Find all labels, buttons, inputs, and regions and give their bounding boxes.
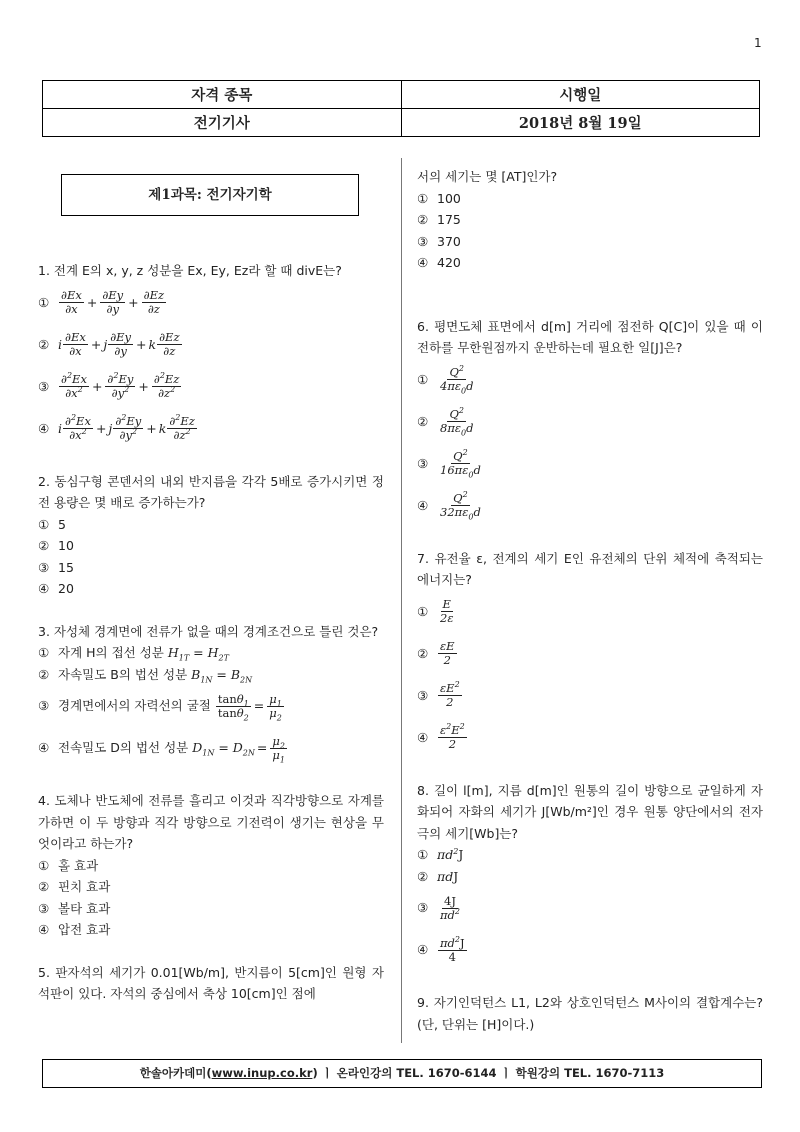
- question-6: 6. 평면도체 표면에서 d[m] 거리에 점전하 Q[C]이 있을 때 이 전하를 무한원점까지 운반하는데 필요한 일[J]은?: [417, 318, 763, 355]
- q8-option-3[interactable]: ③ $\frac{4J}{\pi d^2}$: [417, 893, 461, 922]
- q1-option-2[interactable]: ② i $\frac{\partial Ex}{\partial x}$ + j $\frac{\partial Ey}{\partial y}$ + k $\frac{\partial Ez}{\partial z}$: [38, 330, 180, 358]
- column-divider: [401, 158, 402, 1043]
- q8-option-4[interactable]: ④ $\frac{\pi d^2J}{4}$: [417, 934, 465, 964]
- page-number: 1: [754, 36, 762, 50]
- q4-option-4[interactable]: ④ 압전 효과: [38, 922, 111, 937]
- q4-option-2[interactable]: ② 핀치 효과: [38, 879, 111, 894]
- q6-option-1[interactable]: ① $\frac{Q^2}{4\pi\varepsilon_0d}$: [417, 364, 474, 396]
- q6-option-3[interactable]: ③ $\frac{Q^2}{16\pi\varepsilon_0d}$: [417, 448, 481, 480]
- q4-option-3[interactable]: ③ 볼타 효과: [38, 900, 111, 916]
- subject-title-box: 제1과목: 전기자기학: [61, 174, 359, 216]
- q3-option-4[interactable]: ④ 전속밀도 D의 법선 성분 $D_{1N} = D_{2N}$ = $\frac{\mu_2}{\mu_1}$: [38, 733, 285, 764]
- question-9: 9. 자기인덕턴스 L1, L2와 상호인덕턴스 M사이의 결합계수는? (단, 단위는 [H]이다.): [417, 995, 763, 1032]
- q8-option-1[interactable]: ① $\pi d^2J$: [417, 846, 464, 862]
- footer-contact: ) ㅣ 온라인강의 TEL. 1670-6144 ㅣ 학원강의 TEL. 1670-7113: [312, 1066, 665, 1080]
- q2-option-2[interactable]: ② 10: [38, 538, 74, 553]
- q6-option-2[interactable]: ② $\frac{Q^2}{8\pi\varepsilon_0d}$: [417, 406, 474, 438]
- right-column: [417, 166, 763, 1035]
- q8-option-2[interactable]: ② πdJ: [417, 868, 459, 884]
- exam-header-table: [42, 80, 760, 137]
- q5-option-3[interactable]: ③ 370: [417, 233, 461, 249]
- header-date-label: 시행일: [401, 81, 760, 109]
- question-1: 1. 전계 E의 x, y, z 성분을 Ex, Ey, Ez라 할 때 divE는?: [38, 263, 342, 278]
- q7-option-3[interactable]: ③ $\frac{\varepsilon E^2}{2}$: [417, 680, 460, 709]
- q3-option-3[interactable]: ③ 경계면에서의 자력선의 굴절 $\frac{\tan\theta_1}{\tan\theta_2}$ = $\frac{\mu_1}{\mu_2}$: [38, 691, 282, 722]
- q2-option-1[interactable]: ① 5: [38, 516, 66, 532]
- q7-option-1[interactable]: ① $\frac{E}{2\varepsilon}$: [417, 597, 454, 625]
- question-5: 5. 판자석의 세기가 0.01[Wb/m], 반지름이 5[cm]인 원형 자석판이 있다. 자석의 중심에서 축상 10[cm]인 점에: [38, 964, 384, 1001]
- question-4: 4. 도체나 반도체에 전류를 흘리고 이것과 직각방향으로 자계를 가하면 이 두 방향과 직각 방향으로 기전력이 생기는 현상을 무엇이라고 하는가?: [38, 793, 384, 851]
- question-3: 3. 자성체 경계면에 전류가 없을 때의 경계조건으로 틀린 것은?: [38, 623, 379, 639]
- q6-option-4[interactable]: ④ $\frac{Q^2}{32\pi\varepsilon_0d}$: [417, 490, 481, 522]
- q1-option-1[interactable]: ① $\frac{\partial Ex}{\partial x}$ + $\frac{\partial Ey}{\partial y}$ + $\frac{\partial Ez}{\partial z}$: [38, 288, 165, 316]
- q5-option-4[interactable]: ④ 420: [417, 255, 461, 270]
- q1-option-3[interactable]: ③ $\frac{\partial^2Ex}{\partial x^2}$ + $\frac{\partial^2Ey}{\partial y^2}$ + $\frac{\partial^2Ez}{\partial z^2}$: [38, 371, 180, 400]
- q3-option-2[interactable]: ② 자속밀도 B의 법선 성분 $B_{1N} = B_{2N}$: [38, 666, 253, 684]
- footer-bar: [42, 1059, 762, 1088]
- q5-option-1[interactable]: ① 100: [417, 190, 461, 206]
- footer-website-link[interactable]: www.inup.co.kr: [211, 1066, 313, 1080]
- header-subject-value: 전기기사: [43, 109, 402, 137]
- q3-option-1[interactable]: ① 자계 H의 접선 성분 $H_{1T} = H_{2T}$: [38, 645, 229, 663]
- footer-prefix: 한솔아카데미(: [139, 1066, 212, 1080]
- question-2: 2. 동심구형 콘덴서의 내외 반지름을 각각 5배로 증가시키면 정전 용량은 몇 배로 증가하는가?: [38, 473, 384, 510]
- q2-option-4[interactable]: ④ 20: [38, 581, 74, 596]
- left-column: [38, 166, 384, 1005]
- question-5-continued: 서의 세기는 몇 [AT]인가?: [417, 169, 558, 184]
- q2-option-3[interactable]: ③ 15: [38, 559, 74, 575]
- q7-option-4[interactable]: ④ $\frac{\varepsilon^2E^2}{2}$: [417, 722, 465, 751]
- q5-option-2[interactable]: ② 175: [417, 212, 461, 227]
- q7-option-2[interactable]: ② $\frac{\varepsilon E}{2}$: [417, 639, 455, 667]
- header-subject-label: 자격 종목: [43, 81, 402, 109]
- q4-option-1[interactable]: ① 홀 효과: [38, 857, 99, 873]
- question-7: 7. 유전율 ε, 전계의 세기 E인 유전체의 단위 체적에 축적되는 에너지는?: [417, 550, 763, 587]
- header-date-value: 2018년 8월 19일: [401, 109, 760, 137]
- question-8: 8. 길이 l[m], 지름 d[m]인 원통의 길이 방향으로 균일하게 자화되어 자화의 세기가 J[Wb/m²]인 경우 원통 양단에서의 전자극의 세기[Wb]는?: [417, 782, 763, 841]
- q1-option-4[interactable]: ④ i $\frac{\partial^2Ex}{\partial x^2}$ + j $\frac{\partial^2Ey}{\partial y^2}$ + k $\frac{\partial^2Ez}{\partial z^2}$: [38, 413, 195, 442]
